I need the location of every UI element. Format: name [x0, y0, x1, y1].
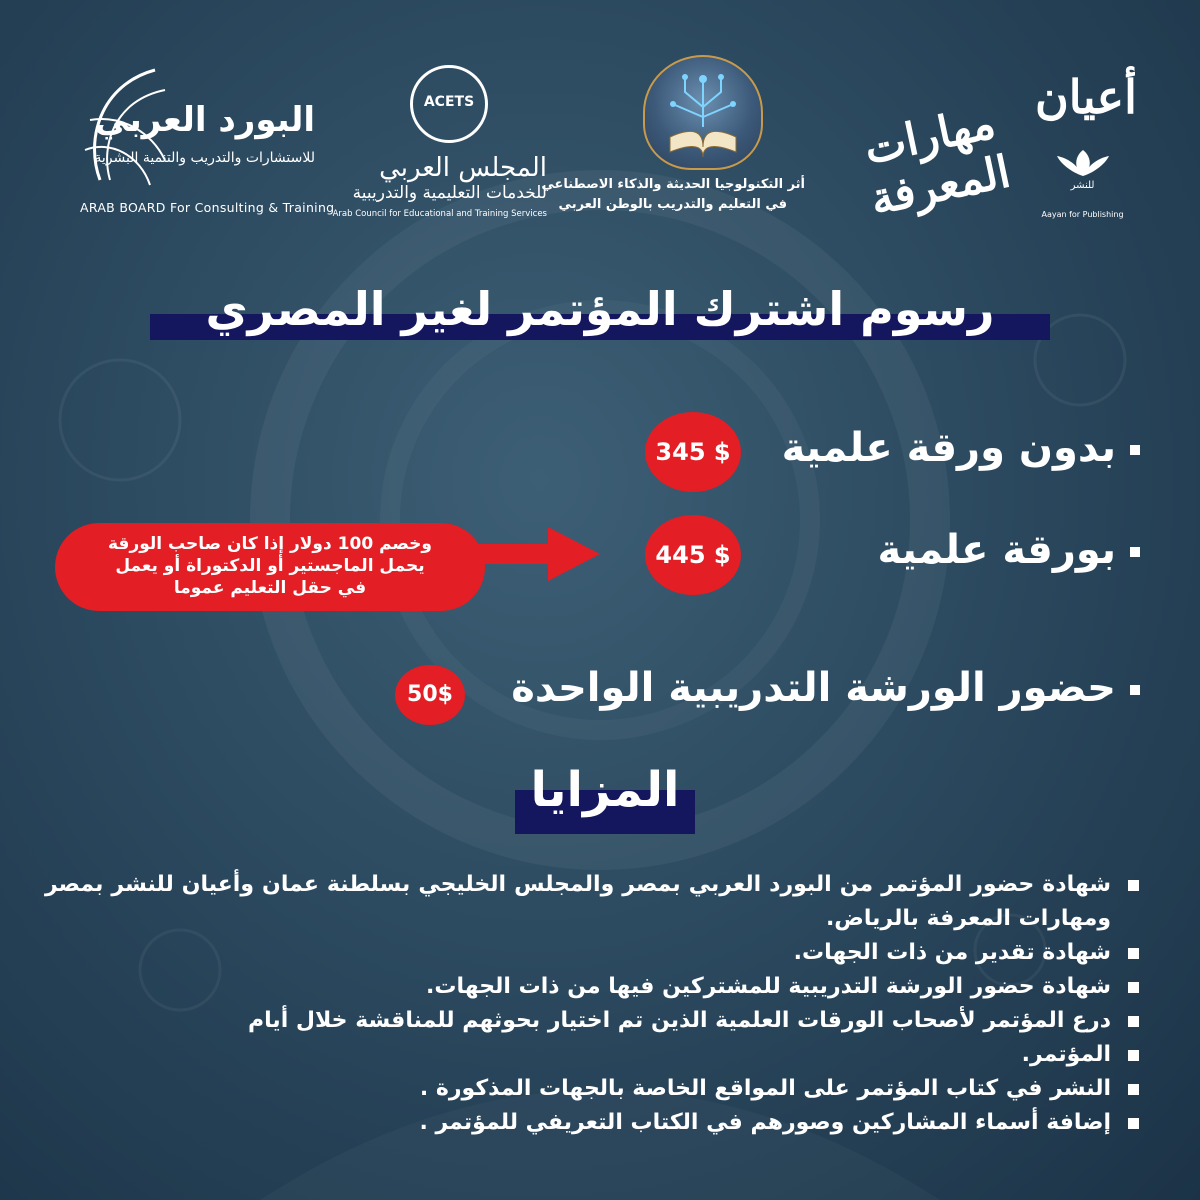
price-label: بدون ورقة علمية: [781, 425, 1116, 471]
arab-board-name-ar: البورد العربي: [94, 100, 315, 140]
benefit-text: النشر في كتاب المؤتمر على المواقع الخاصة بالجهات المذكورة .: [419, 1076, 1111, 1101]
aayan-subtitle: للنشر: [1070, 180, 1095, 191]
conference-logo: [541, 45, 815, 215]
discount-line: في حقل التعليم عموما: [173, 578, 367, 598]
lotus-icon: [1053, 148, 1113, 178]
discount-line: وخصم 100 دولار إذا كان صاحب الورقة: [108, 534, 432, 554]
benefits-title-block: [515, 762, 695, 826]
acets-name-en: Arab Council for Educational and Training Services: [332, 209, 547, 219]
arrow-right-icon: [548, 527, 600, 581]
acets-logo: [332, 65, 555, 225]
page-title-block: [150, 282, 1050, 348]
benefit-item: [45, 970, 1145, 1004]
discount-line: يحمل الماجستير أو الدكتوراة أو يعمل: [115, 556, 425, 576]
aayan-logo: [1035, 60, 1137, 230]
discount-note: [55, 523, 485, 611]
price-badge: 345 $: [645, 412, 741, 492]
price-row-with-paper: [877, 527, 1140, 573]
bullet-square-icon: [1128, 1050, 1139, 1061]
benefit-item: [45, 936, 1145, 970]
acets-name-ar: المجلس العربي: [379, 153, 547, 183]
benefit-item: [45, 1038, 1145, 1072]
conference-title-line1: أثر التكنولوجيا الحديثة والذكاء الاصطناعي: [541, 177, 805, 192]
bullet-square-icon: [1128, 948, 1139, 959]
maharat-logo: [859, 55, 1015, 226]
bullet-square-icon: [1130, 685, 1140, 695]
benefit-text: درع المؤتمر لأصحاب الورقات العلمية الذين تم اختيار بحوثهم للمناقشة خلال أيام: [248, 1008, 1111, 1033]
price-badge: 50$: [395, 665, 465, 725]
benefit-text: شهادة حضور الورشة التدريبية للمشتركين فيها من ذات الجهات.: [426, 974, 1111, 999]
price-badge: 445 $: [645, 515, 741, 595]
price-row-without-paper: [782, 425, 1140, 471]
arab-board-logo: [70, 60, 335, 220]
benefit-text: إضافة أسماء المشاركين وصورهم في الكتاب التعريفي للمؤتمر .: [419, 1110, 1111, 1135]
conference-title-line2: في التعليم والتدريب بالوطن العربي: [558, 197, 787, 212]
acets-badge-text: ACETS: [423, 94, 475, 110]
price-label: بورقة علمية: [877, 527, 1116, 573]
bullet-square-icon: [1128, 1118, 1139, 1129]
bullet-square-icon: [1130, 547, 1140, 557]
benefit-text: شهادة تقدير من ذات الجهات.: [793, 940, 1111, 965]
arab-board-name-en: ARAB BOARD For Consulting & Training: [80, 200, 335, 215]
price-row-workshop: [511, 665, 1140, 711]
benefit-item: [45, 1072, 1145, 1106]
benefit-item: [45, 1004, 1145, 1038]
aayan-calligraphy: أعيان: [1035, 70, 1137, 124]
benefits-list: [45, 868, 1145, 1140]
benefit-text: المؤتمر.: [1021, 1042, 1111, 1067]
maharat-calligraphy: مهارات المعرفة: [859, 97, 1015, 226]
bullet-square-icon: [1128, 880, 1139, 891]
price-label: حضور الورشة التدريبية الواحدة: [511, 665, 1116, 711]
ai-book-emblem-icon: [643, 55, 763, 170]
benefit-item: [45, 868, 1145, 936]
acets-subtitle-ar: للخدمات التعليمية والتدريبية: [352, 183, 547, 203]
page-title: رسوم اشترك المؤتمر لغير المصري: [205, 282, 995, 336]
benefit-text: شهادة حضور المؤتمر من البورد العربي بمصر والمجلس الخليجي بسلطنة عمان وأعيان للنشر بمصر ومهارات المعرفة بالرياض.: [45, 872, 1111, 931]
arrow-shaft: [470, 544, 550, 564]
acets-circle-icon: [410, 65, 488, 143]
arab-board-subtitle: للاستشارات والتدريب والتنمية البشرية: [94, 150, 315, 166]
benefits-title: المزايا: [530, 762, 680, 818]
benefit-item: [45, 1106, 1145, 1140]
bullet-square-icon: [1128, 1084, 1139, 1095]
bullet-square-icon: [1128, 982, 1139, 993]
bullet-square-icon: [1130, 445, 1140, 455]
aayan-name-en: Aayan for Publishing: [1041, 210, 1124, 219]
bullet-square-icon: [1128, 1016, 1139, 1027]
